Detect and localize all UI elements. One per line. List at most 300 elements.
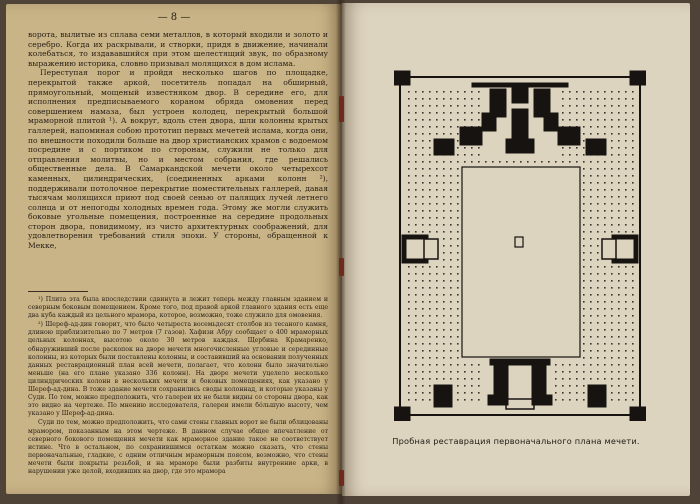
column-dot xyxy=(436,224,438,226)
column-dot xyxy=(611,168,613,170)
column-dot xyxy=(632,273,634,275)
column-dot xyxy=(597,273,599,275)
column-dot xyxy=(590,280,592,282)
paragraph-1: ворота, вылитые из сплава семи металлов, в который входили и золото и серебро. Когда их раскрывали, и створки, придя в движение, начинали колебаться, то издававшийся при этом шелестящий звук, по образному выражению историка, словно призывал молящихся в дом ислама. xyxy=(28,30,328,68)
column-dot xyxy=(422,224,424,226)
column-dot xyxy=(408,399,410,401)
column-dot xyxy=(443,301,445,303)
column-dot xyxy=(604,98,606,100)
page-number: — 8 — xyxy=(157,12,191,23)
column-dot xyxy=(590,343,592,345)
column-dot xyxy=(604,357,606,359)
column-dot xyxy=(408,112,410,114)
column-dot xyxy=(597,189,599,191)
column-dot xyxy=(583,322,585,324)
column-dot xyxy=(583,189,585,191)
column-dot xyxy=(429,161,431,163)
column-dot xyxy=(562,392,564,394)
column-dot xyxy=(499,161,501,163)
column-dot xyxy=(583,224,585,226)
column-dot xyxy=(590,196,592,198)
column-dot xyxy=(632,294,634,296)
column-dot xyxy=(450,210,452,212)
column-dot xyxy=(625,315,627,317)
column-dot xyxy=(429,315,431,317)
column-dot xyxy=(443,224,445,226)
column-dot xyxy=(408,126,410,128)
column-dot xyxy=(632,133,634,135)
column-dot xyxy=(583,105,585,107)
column-dot xyxy=(492,161,494,163)
column-dot xyxy=(415,231,417,233)
column-dot xyxy=(422,105,424,107)
column-dot xyxy=(450,112,452,114)
column-dot xyxy=(450,98,452,100)
column-dot xyxy=(408,203,410,205)
column-dot xyxy=(625,133,627,135)
column-dot xyxy=(632,189,634,191)
column-dot xyxy=(583,112,585,114)
column-dot xyxy=(576,105,578,107)
column-dot xyxy=(625,301,627,303)
column-dot xyxy=(429,133,431,135)
binding-stitch xyxy=(339,470,344,486)
column-dot xyxy=(415,329,417,331)
column-dot xyxy=(625,147,627,149)
column-dot xyxy=(611,378,613,380)
column-dot xyxy=(478,105,480,107)
column-dot xyxy=(443,231,445,233)
column-dot xyxy=(450,301,452,303)
column-dot xyxy=(583,301,585,303)
column-dot xyxy=(618,210,620,212)
column-dot xyxy=(611,315,613,317)
column-dot xyxy=(618,175,620,177)
column-dot xyxy=(457,266,459,268)
column-dot xyxy=(576,364,578,366)
column-dot xyxy=(408,91,410,93)
column-dot xyxy=(457,294,459,296)
column-dot xyxy=(422,189,424,191)
column-dot xyxy=(429,168,431,170)
column-dot xyxy=(429,280,431,282)
column-dot xyxy=(464,378,466,380)
column-dot xyxy=(604,287,606,289)
column-dot xyxy=(450,182,452,184)
column-dot xyxy=(443,161,445,163)
column-dot xyxy=(415,196,417,198)
column-dot xyxy=(408,147,410,149)
column-dot xyxy=(597,322,599,324)
column-dot xyxy=(408,189,410,191)
column-dot xyxy=(562,147,564,149)
column-dot xyxy=(632,357,634,359)
column-dot xyxy=(443,119,445,121)
column-dot xyxy=(625,266,627,268)
column-dot xyxy=(436,175,438,177)
column-dot xyxy=(464,364,466,366)
column-dot xyxy=(583,350,585,352)
column-dot xyxy=(408,168,410,170)
column-dot xyxy=(415,371,417,373)
column-dot xyxy=(611,210,613,212)
column-dot xyxy=(562,399,564,401)
column-dot xyxy=(618,196,620,198)
column-dot xyxy=(415,210,417,212)
column-dot xyxy=(604,329,606,331)
column-dot xyxy=(604,133,606,135)
column-dot xyxy=(457,245,459,247)
column-dot xyxy=(625,98,627,100)
column-dot xyxy=(436,217,438,219)
column-dot xyxy=(443,364,445,366)
column-dot xyxy=(436,336,438,338)
column-dot xyxy=(450,350,452,352)
column-dot xyxy=(436,189,438,191)
column-dot xyxy=(415,308,417,310)
column-dot xyxy=(590,294,592,296)
column-dot xyxy=(611,196,613,198)
column-dot xyxy=(408,105,410,107)
column-dot xyxy=(562,98,564,100)
column-dot xyxy=(590,357,592,359)
column-dot xyxy=(443,378,445,380)
column-dot xyxy=(611,343,613,345)
column-dot xyxy=(597,231,599,233)
column-dot xyxy=(422,385,424,387)
column-dot xyxy=(618,147,620,149)
column-dot xyxy=(429,273,431,275)
column-dot xyxy=(604,266,606,268)
column-dot xyxy=(443,189,445,191)
column-dot xyxy=(611,301,613,303)
column-dot xyxy=(618,392,620,394)
column-dot xyxy=(436,133,438,135)
column-dot xyxy=(632,168,634,170)
column-dot xyxy=(415,189,417,191)
column-dot xyxy=(457,308,459,310)
column-dot xyxy=(457,322,459,324)
column-dot xyxy=(604,231,606,233)
column-dot xyxy=(478,154,480,156)
column-dot xyxy=(597,259,599,261)
column-dot xyxy=(408,329,410,331)
column-dot xyxy=(632,105,634,107)
column-dot xyxy=(422,294,424,296)
column-dot xyxy=(611,224,613,226)
column-dot xyxy=(590,119,592,121)
column-dot xyxy=(597,245,599,247)
column-dot xyxy=(611,336,613,338)
column-dot xyxy=(569,112,571,114)
column-dot xyxy=(618,294,620,296)
column-dot xyxy=(457,350,459,352)
column-dot xyxy=(429,217,431,219)
column-dot xyxy=(443,252,445,254)
column-dot xyxy=(443,350,445,352)
footnote-3: Суди по тем, можно предположить, что сами стены главных ворот не были облицованы мрамором, показанным на этом чертеже. В данном случае общее впечатление от северного бокового помещения мечети как мраморное здание такое не соответствует истине. Что в остальном, по сохранившимся остаткам можно сказать, что стены первоначальные, гладкие, с одним отличным мраморным поясом, возможно, что стены мечети были покрыты резьбой, и на мраморе были разбиты внутренние арки, в нарушении уже целой, входивших на двор, где это мрамора xyxy=(28,419,328,475)
column-dot xyxy=(618,280,620,282)
column-dot xyxy=(422,399,424,401)
column-dot xyxy=(450,343,452,345)
column-dot xyxy=(457,399,459,401)
column-dot xyxy=(555,371,557,373)
column-dot xyxy=(450,280,452,282)
column-dot xyxy=(457,231,459,233)
column-dot xyxy=(429,224,431,226)
column-dot xyxy=(597,161,599,163)
column-dot xyxy=(450,273,452,275)
column-dot xyxy=(618,224,620,226)
column-dot xyxy=(625,371,627,373)
column-dot xyxy=(576,378,578,380)
column-dot xyxy=(457,196,459,198)
column-dot xyxy=(478,98,480,100)
column-dot xyxy=(611,189,613,191)
column-dot xyxy=(611,105,613,107)
column-dot xyxy=(611,182,613,184)
column-dot xyxy=(457,336,459,338)
column-dot xyxy=(429,119,431,121)
column-dot xyxy=(450,322,452,324)
column-dot xyxy=(436,294,438,296)
column-dot xyxy=(464,119,466,121)
column-dot xyxy=(422,161,424,163)
column-dot xyxy=(590,350,592,352)
column-dot xyxy=(569,385,571,387)
column-dot xyxy=(569,105,571,107)
column-dot xyxy=(632,203,634,205)
column-dot xyxy=(604,273,606,275)
footnote-rule xyxy=(28,291,88,292)
column-dot xyxy=(429,175,431,177)
column-dot xyxy=(583,343,585,345)
column-dot xyxy=(457,112,459,114)
column-dot xyxy=(422,336,424,338)
column-dot xyxy=(583,280,585,282)
column-dot xyxy=(618,336,620,338)
column-dot xyxy=(611,280,613,282)
column-dot xyxy=(555,378,557,380)
column-dot xyxy=(443,175,445,177)
column-dot xyxy=(436,168,438,170)
column-dot xyxy=(618,399,620,401)
column-dot xyxy=(576,392,578,394)
column-dot xyxy=(436,378,438,380)
column-dot xyxy=(562,91,564,93)
column-dot xyxy=(555,161,557,163)
column-dot xyxy=(569,161,571,163)
column-dot xyxy=(576,371,578,373)
column-dot xyxy=(450,133,452,135)
column-dot xyxy=(408,371,410,373)
column-dot xyxy=(618,126,620,128)
column-dot xyxy=(415,350,417,352)
column-dot xyxy=(457,203,459,205)
column-dot xyxy=(415,161,417,163)
column-dot xyxy=(583,126,585,128)
column-dot xyxy=(429,105,431,107)
column-dot xyxy=(422,182,424,184)
column-dot xyxy=(422,364,424,366)
column-dot xyxy=(422,168,424,170)
column-dot xyxy=(597,357,599,359)
column-dot xyxy=(408,224,410,226)
column-dot xyxy=(443,273,445,275)
column-dot xyxy=(562,378,564,380)
column-dot xyxy=(597,196,599,198)
column-dot xyxy=(625,378,627,380)
column-dot xyxy=(471,371,473,373)
column-dot xyxy=(625,357,627,359)
column-dot xyxy=(632,266,634,268)
column-dot xyxy=(415,175,417,177)
column-dot xyxy=(429,301,431,303)
column-dot xyxy=(611,231,613,233)
column-dot xyxy=(632,224,634,226)
column-dot xyxy=(443,371,445,373)
column-dot xyxy=(583,336,585,338)
column-dot xyxy=(625,140,627,142)
column-dot xyxy=(618,371,620,373)
column-dot xyxy=(562,371,564,373)
column-dot xyxy=(457,357,459,359)
column-dot xyxy=(450,203,452,205)
column-dot xyxy=(569,147,571,149)
column-dot xyxy=(583,154,585,156)
column-dot xyxy=(583,392,585,394)
column-dot xyxy=(604,168,606,170)
column-dot xyxy=(569,98,571,100)
column-dot xyxy=(625,154,627,156)
column-dot xyxy=(415,217,417,219)
column-dot xyxy=(457,91,459,93)
column-dot xyxy=(429,378,431,380)
column-dot xyxy=(408,315,410,317)
column-dot xyxy=(422,371,424,373)
column-dot xyxy=(429,91,431,93)
column-dot xyxy=(618,112,620,114)
column-dot xyxy=(408,140,410,142)
column-dot xyxy=(597,315,599,317)
column-dot xyxy=(632,392,634,394)
column-dot xyxy=(618,385,620,387)
column-dot xyxy=(562,105,564,107)
column-dot xyxy=(590,364,592,366)
column-dot xyxy=(604,119,606,121)
column-dot xyxy=(429,364,431,366)
column-dot xyxy=(611,392,613,394)
column-dot xyxy=(583,308,585,310)
column-dot xyxy=(632,182,634,184)
column-dot xyxy=(415,203,417,205)
plan-walls xyxy=(394,71,646,421)
column-dot xyxy=(457,224,459,226)
column-dot xyxy=(436,196,438,198)
column-dot xyxy=(611,147,613,149)
binding-stitch xyxy=(339,258,344,276)
column-dot xyxy=(597,287,599,289)
column-dot xyxy=(590,210,592,212)
column-dot xyxy=(429,294,431,296)
column-dot xyxy=(506,161,508,163)
column-dot xyxy=(443,217,445,219)
column-dot xyxy=(632,126,634,128)
column-dot xyxy=(562,385,564,387)
column-dot xyxy=(415,273,417,275)
column-dot xyxy=(443,112,445,114)
column-dot xyxy=(450,119,452,121)
column-dot xyxy=(436,112,438,114)
column-dot xyxy=(436,357,438,359)
column-dot xyxy=(583,140,585,142)
column-dot xyxy=(611,364,613,366)
column-dot xyxy=(408,378,410,380)
column-dot xyxy=(611,273,613,275)
column-dot xyxy=(415,322,417,324)
column-dot xyxy=(450,126,452,128)
column-dot xyxy=(618,105,620,107)
column-dot xyxy=(590,301,592,303)
column-dot xyxy=(611,266,613,268)
column-dot xyxy=(618,154,620,156)
column-dot xyxy=(534,161,536,163)
column-dot xyxy=(408,301,410,303)
column-dot xyxy=(457,385,459,387)
column-dot xyxy=(604,280,606,282)
column-dot xyxy=(436,126,438,128)
column-dot xyxy=(415,357,417,359)
column-dot xyxy=(590,371,592,373)
column-dot xyxy=(429,287,431,289)
column-dot xyxy=(450,329,452,331)
column-dot xyxy=(471,161,473,163)
column-dot xyxy=(415,336,417,338)
column-dot xyxy=(471,91,473,93)
column-dot xyxy=(408,119,410,121)
column-dot xyxy=(429,329,431,331)
footnotes xyxy=(28,296,328,477)
column-dot xyxy=(422,322,424,324)
column-dot xyxy=(408,322,410,324)
column-dot xyxy=(457,168,459,170)
column-dot xyxy=(443,133,445,135)
column-dot xyxy=(618,119,620,121)
column-dot xyxy=(611,154,613,156)
column-dot xyxy=(471,392,473,394)
left-page xyxy=(6,4,342,494)
column-dot xyxy=(604,161,606,163)
column-dot xyxy=(590,168,592,170)
column-dot xyxy=(597,280,599,282)
column-dot xyxy=(625,224,627,226)
column-dot xyxy=(632,364,634,366)
column-dot xyxy=(625,364,627,366)
column-dot xyxy=(625,119,627,121)
column-dot xyxy=(422,217,424,219)
column-dot xyxy=(583,91,585,93)
column-dot xyxy=(632,378,634,380)
column-dot xyxy=(415,126,417,128)
column-dot xyxy=(611,161,613,163)
column-dot xyxy=(443,336,445,338)
column-dot xyxy=(590,203,592,205)
column-dot xyxy=(576,147,578,149)
footnote-2: ²) Шереф-ад-дин говорит, что было четыреста восемьдесят столбов из тесаного камня, длиною приблизительно по 7 метров (7 газов). Хафизи Абру сообщает о 400 мраморных цельных колоннах, высотою около 30 метров каждая. Щербина Крамаренко, обнаруживший после раскопок на дворе мечети многочисленные угловые и серединные колонны, из которых были поставлены колонны, и составивший на основании полученных данных реставрационный план всей мечети, полагает, что колонн было значительно меньше (на его плане указано 336 колонн). На дворе мечети уцелело несколько цилиндрических колонн в нескольких мечети и боковых помещениях, как указано у Шереф-ад-дина. В тоже здание мечети сохранились своды колоннад, и которые указаны у Суди. По тем, можно предположить, что галереи их не были видны со стороны двора, как это видно на чертеже. По мнению исследователя, галереи имели бо́льшую высоту, чем указано у Шереф-ад-дина. xyxy=(28,321,328,418)
column-dot xyxy=(611,294,613,296)
column-dot xyxy=(583,231,585,233)
column-dot xyxy=(569,399,571,401)
